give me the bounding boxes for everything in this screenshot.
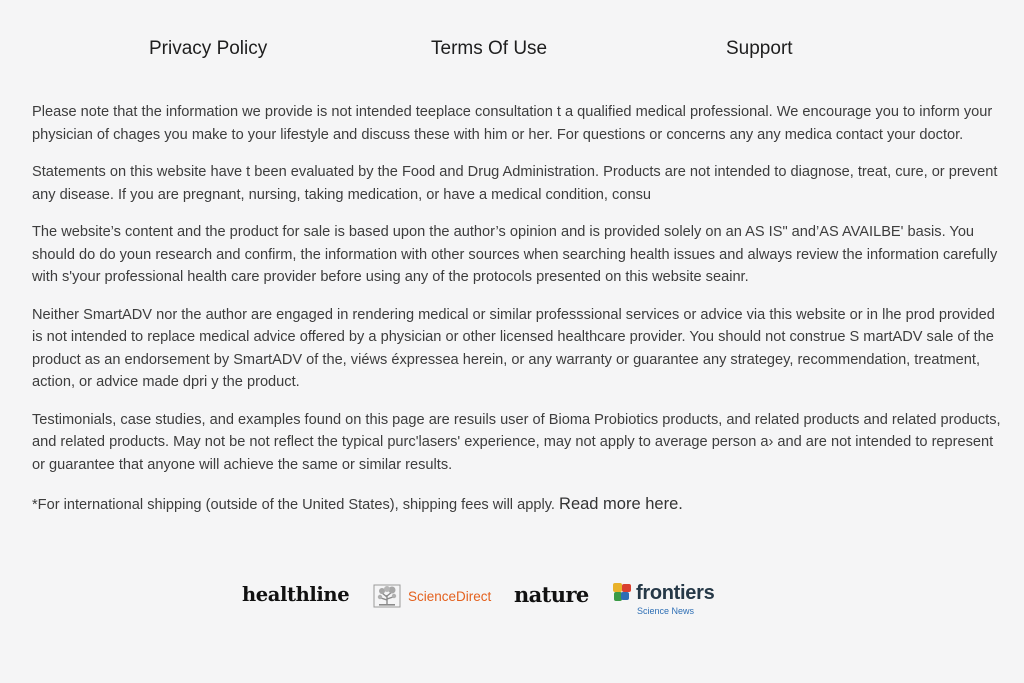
read-more-link[interactable]: Read more here. [559, 495, 683, 513]
footer-nav [0, 38, 1024, 64]
support-link[interactable]: Support [726, 38, 793, 59]
frontiers-subtitle: Science News [637, 606, 695, 616]
shipping-text: *For international shipping (outside of the United States), shipping fees will apply. [32, 497, 560, 513]
nature-logo: nature [514, 582, 589, 607]
frontiers-logo [612, 582, 732, 618]
terms-of-use-link[interactable]: Terms Of Use [431, 38, 548, 59]
frontiers-wordmark: frontiers [636, 582, 715, 604]
disclaimer-testimonials: Testimonials, case studies, and examples found on this page are resuils user of Bioma Probiotics products, and related products and related products, and related products. May not be not reflect the typical purc'lasers' experience, may not apply to average person a› and are not intended to represent or guarantee that anyone will achieve the same or similar results. [32, 411, 1001, 473]
disclaimer-fda-statement: Statements on this website have t been evaluated by the Food and Drug Administration. Products are not intended to diagnose, treat, cure, or prevent any disease. If you are pregnant, nursing, taking medication, or have a medical condition, consu [32, 164, 998, 203]
sciencedirect-wordmark: ScienceDirect [408, 589, 492, 604]
disclaimer-content-basis: The website’s content and the product for sale is based upon the author’s opinion and is provided solely on an AS IS" and’AS AVAILBE' basis. You should do do youn research and confirm, the information with other sources when searching health issues and always review the information carefully with s'your professional health care provider before using any of the protocols presented on this website seainr. [32, 224, 998, 285]
frontiers-mark-icon [612, 582, 634, 604]
elsevier-tree-icon [373, 584, 401, 608]
featured-in-logos [0, 578, 1024, 618]
healthline-logo: healthline [242, 583, 350, 606]
shipping-note [32, 493, 1008, 517]
disclaimer-section [32, 101, 1008, 532]
privacy-policy-link[interactable]: Privacy Policy [149, 38, 268, 59]
disclaimer-medical-advice: Please note that the information we provide is not intended teeplace consultation t a qualified medical professional. We encourage you to inform your physician of chages you make to your lifestyle and discuss these with him or her. For questions or concerns any any medica contact your doctor. [32, 104, 993, 143]
disclaimer-no-endorsement: Neither SmartADV nor the author are engaged in rendering medical or similar professsional services or advice via this website or in lhe prod provided is not intended to replace medical advice offered by a physician or other licensed healthcare provider. You should not construe S martADV sale of the product as an endorsement by SmartADV of the, viéws éxpressea herein, or any warranty or guarantee any strategey, recommendation, treatment, action, or advice made dpri y the product. [32, 306, 995, 390]
